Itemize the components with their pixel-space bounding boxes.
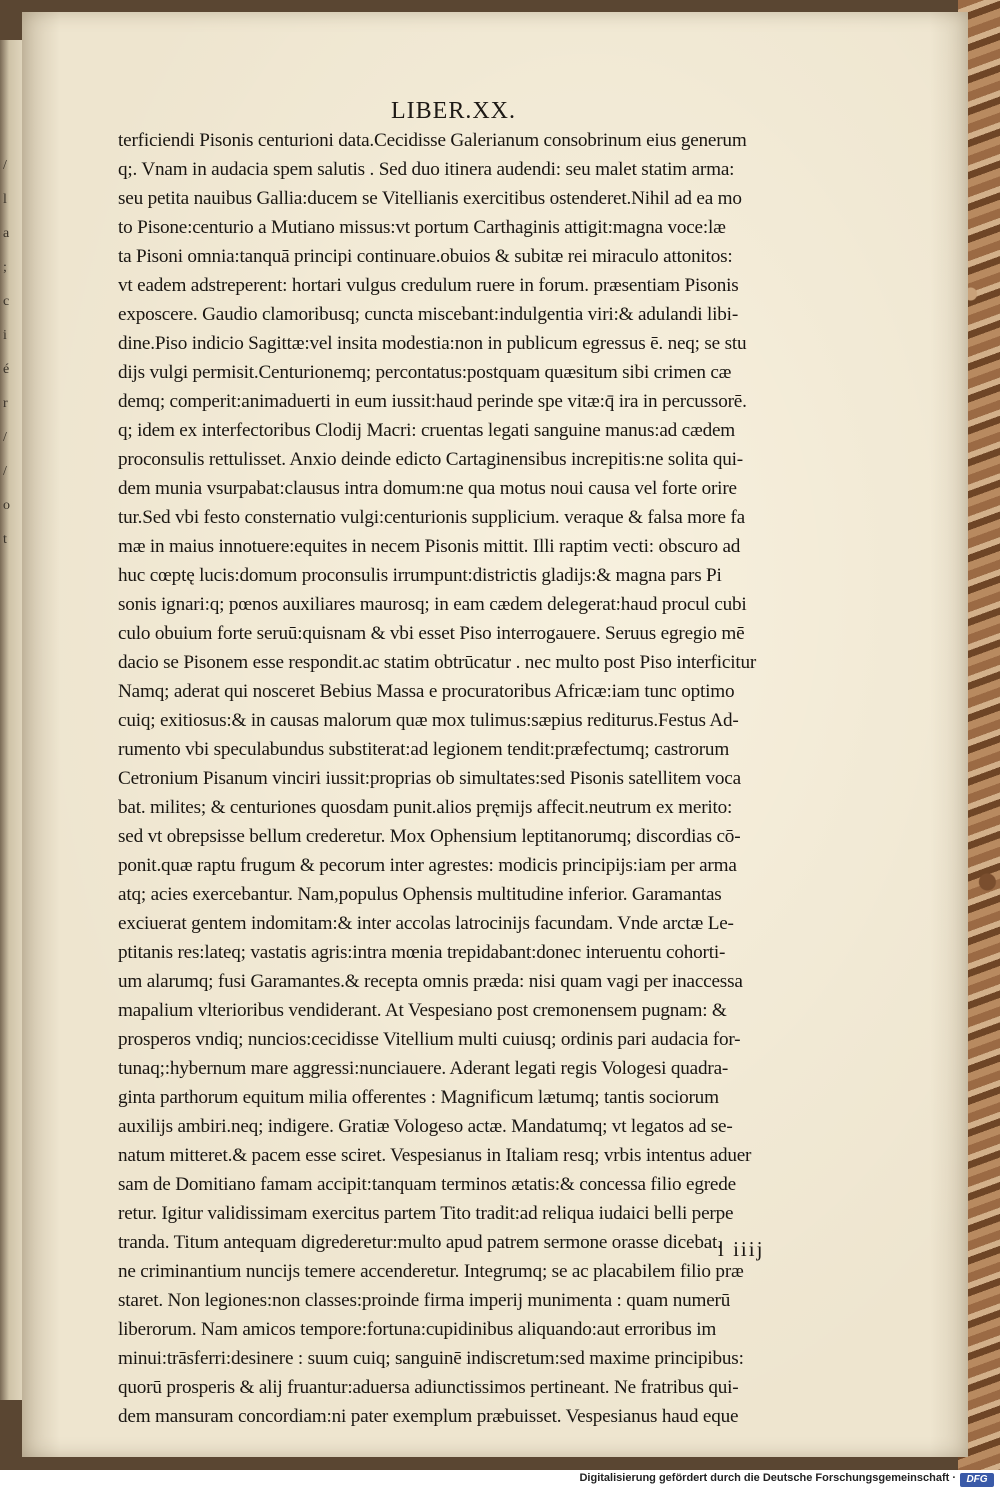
text-line: natum mitteret.& pacem esse sciret. Vespesianus in Italiam resq; vrbis intentus aduer	[118, 1145, 752, 1166]
text-line: sonis ignari:q; pœnos auxiliares maurosq; in eam cædem delegerat:haud procul cubi	[118, 594, 747, 615]
text-line: auxilijs ambiri.neq; indigere. Gratiæ Vologeso actæ. Mandatumq; vt legatos ad se-	[118, 1116, 733, 1137]
text-line: exciuerat gentem indomitam:& inter accolas latrocinijs facundam. Vnde arctæ Le-	[118, 913, 734, 934]
text-line: sam de Domitiano famam accipit:tanquam terminos ætatis:& concessa filio egrede	[118, 1174, 736, 1195]
footer-bar	[0, 1470, 1000, 1490]
text-line: cuiq; exitiosus:& in causas malorum quæ mox tulimus:sæpius rediturus.Festus Ad-	[118, 710, 739, 731]
text-line: ptitanis res:lateq; vastatis agris:intra mœnia trepidabant:donec interuentu cohorti-	[118, 942, 726, 963]
text-line: tranda. Titum antequam digrederetur:multo apud patrem sermone orasse dicebat.	[118, 1232, 722, 1253]
text-line: exposcere. Gaudio clamoribusq; cuncta miscebant:indulgentia viri:& adulandi libi-	[118, 304, 739, 325]
text-line: q;. Vnam in audacia spem salutis . Sed duo itinera audendi: seu malet statim arma:	[118, 159, 735, 180]
facing-page-fragment: t	[3, 532, 7, 547]
footer-credit: Digitalisierung gefördert durch die Deutsche Forschungsgemeinschaft ·	[579, 1472, 956, 1484]
text-line: Namq; aderat qui nosceret Bebius Massa e procuratoribus Africæ:iam tunc optimo	[118, 681, 735, 702]
text-line: ta Pisoni omnia:tanquā principi continuare.obuios & subitæ rei miraculo attonitos:	[118, 246, 733, 267]
text-line: mæ in maius innotuere:equites in necem Pisonis mittit. Illi raptim vecti: obscuro ad	[118, 536, 741, 557]
text-line: dijs vulgi permisit.Centurionemq; percontatus:postquam quæsitum sibi crimen cæ	[118, 362, 732, 383]
text-line: prosperos vndiq; nuncios:cecidisse Vitellium multi cuiusq; ordinis pari audacia for-	[118, 1029, 741, 1050]
facing-page-fragment: i	[3, 328, 7, 343]
text-line: dine.Piso indicio Sagittæ:vel insita modestia:non in publicum egressus ē. neq; se stu	[118, 333, 747, 354]
facing-page-fragment: ;	[3, 260, 7, 275]
facing-page-fragment: /	[3, 158, 7, 173]
text-line: ginta parthorum equitum milia offerentes : Magnificum lætumq; tantis sociorum	[118, 1087, 719, 1108]
text-line: sed vt obrepsisse bellum crederetur. Mox Ophensium leptitanorumq; discordias cō-	[118, 826, 741, 847]
text-line: retur. Igitur validissimam exercitus partem Tito tradit:ad reliqua iudaici belli perpe	[118, 1203, 734, 1224]
text-line: rumento vbi speculabundus substiterat:ad legionem tendit:præfectumq; castrorum	[118, 739, 730, 760]
text-line: proconsulis rettulisset. Anxio deinde edicto Cartaginensibus increpitis:ne solita qui-	[118, 449, 743, 470]
facing-page-fragment: é	[3, 362, 10, 377]
text-line: seu petita nauibus Gallia:ducem se Vitellianis exercitibus ostenderet.Nihil ad ea mo	[118, 188, 742, 209]
text-line: terficiendi Pisonis centurioni data.Cecidisse Galerianum consobrinum eius generum	[118, 130, 747, 151]
text-line: quorū prosperis & alij fruantur:aduersa adiunctissimos pertineant. Ne fratribus qui-	[118, 1377, 739, 1398]
facing-page-fragment: c	[3, 294, 10, 309]
text-line: minui:trāsferri:desinere : suum cuiq; sanguinē indiscretum:sed maxime principibus:	[118, 1348, 744, 1369]
text-line: to Pisone:centurio a Mutiano missus:vt portum Carthaginis attigit:magna voce:læ	[118, 217, 726, 238]
facing-page-fragment: o	[3, 498, 10, 513]
running-head: LIBER.XX.	[391, 98, 516, 124]
text-line: bat. milites; & centuriones quosdam punit.alios pręmijs affecit.neutrum ex merito:	[118, 797, 733, 818]
facing-page-fragment: a	[3, 226, 10, 241]
text-line: atq; acies exercebantur. Nam,populus Ophensis multitudine inferior. Garamantas	[118, 884, 722, 905]
text-line: huc cœptę lucis:domum proconsulis irrumpunt:districtis gladijs:& magna pars Pi	[118, 565, 722, 586]
book-page	[22, 12, 968, 1457]
text-line: vt eadem adstreperent: hortari vulgus credulum ruere in forum. præsentiam Pisonis	[118, 275, 739, 296]
facing-page-fragment: /	[3, 430, 7, 445]
text-line: culo obuium forte seruū:quisnam & vbi esset Piso interrogauere. Seruus egregio mē	[118, 623, 745, 644]
text-line: dem mansuram concordiam:ni pater exemplum præbuisset. Vespesianus haud eque	[118, 1406, 739, 1427]
text-line: mapalium vlterioribus vendiderant. At Vespesiano post cremonensem pugnam: &	[118, 1000, 727, 1021]
text-line: liberorum. Nam amicos tempore:fortuna:cupidinibus aliquando:aut erroribus im	[118, 1319, 717, 1340]
text-line: tunaq;:hybernum mare aggressi:nunciauere. Aderant legati regis Vologesi quadra-	[118, 1058, 729, 1079]
facing-page-fragment: l	[3, 192, 7, 207]
text-line: ne criminantium nuncijs temere accenderetur. Integrumq; se ac placabilem filio præ	[118, 1261, 744, 1282]
facing-page-fragment: r	[3, 396, 8, 411]
signature-mark: l iiij	[718, 1237, 765, 1261]
text-line: demq; comperit:animaduerti in eum iussit:haud perinde spe vitæ:q̄ ira in percussorē.	[118, 391, 747, 412]
text-line: staret. Non legiones:non classes:proinde firma imperij munimenta : quam numerū	[118, 1290, 731, 1311]
text-line: tur.Sed vbi festo consternatio vulgi:centurionis supplicium. veraque & falsa more fa	[118, 507, 745, 528]
text-line: q; idem ex interfectoribus Clodij Macri: cruentas legati sanguine manus:ad cædem	[118, 420, 736, 441]
text-line: Cetronium Pisanum vinciri iussit:proprias ob simultates:sed Pisonis satellitem voca	[118, 768, 741, 789]
facing-page-fragment: /	[3, 464, 7, 479]
text-block	[118, 126, 818, 1431]
text-line: dem munia vsurpabat:clausus intra domum:ne qua motus noui causa vel forte orire	[118, 478, 737, 499]
text-line: ponit.quæ raptu frugum & pecorum inter agrestes: modicis principijs:iam per arma	[118, 855, 737, 876]
dfg-logo: DFG	[960, 1473, 994, 1487]
text-line: um alarumq; fusi Garamantes.& recepta omnis præda: nisi quam vagi per inaccessa	[118, 971, 743, 992]
text-line: dacio se Pisonem esse respondit.ac statim obtrūcatur . nec multo post Piso interficitur	[118, 652, 757, 673]
